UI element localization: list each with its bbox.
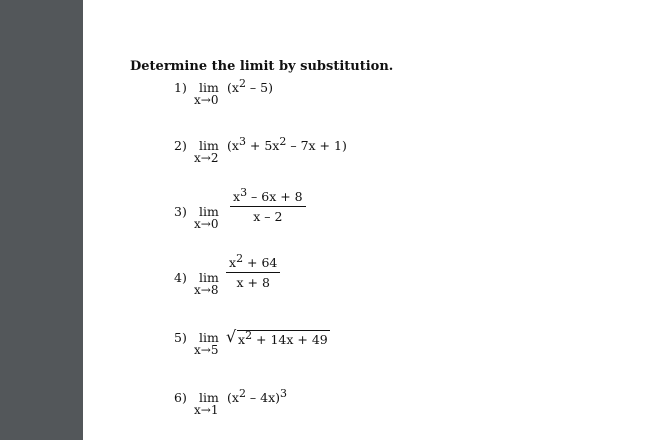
- problem-number: 1): [174, 80, 187, 95]
- limit-approach: x→2: [194, 151, 219, 165]
- limit-approach: x→0: [194, 93, 219, 107]
- limit-approach: x→8: [194, 283, 219, 297]
- fraction-numerator: $x^2 + 64$: [229, 252, 278, 270]
- radical-sign: √: [226, 327, 237, 346]
- instruction-heading: Determine the limit by substitution.: [130, 59, 394, 74]
- limit-operator: lim: [199, 330, 219, 345]
- radicand: $x^2 + 14x + 49$: [238, 329, 328, 347]
- viewer-sidebar: [0, 0, 83, 440]
- limit-expression: $(x^3 + 5x^2 - 7x + 1)$: [227, 135, 347, 153]
- problem-number: 4): [174, 270, 187, 285]
- limit-operator: lim: [199, 80, 219, 95]
- limit-approach: x→5: [194, 343, 219, 357]
- problem-number: 2): [174, 138, 187, 153]
- limit-operator: lim: [199, 270, 219, 285]
- fraction-denominator: x + 8: [236, 275, 270, 290]
- fraction: [226, 252, 280, 290]
- limit-expression: $(x^2 - 4x)^3$: [227, 387, 288, 405]
- fraction: [230, 186, 306, 224]
- problem-number: 5): [174, 330, 187, 345]
- limit-approach: x→1: [194, 403, 219, 417]
- limit-operator: lim: [199, 138, 219, 153]
- limit-operator: lim: [199, 390, 219, 405]
- fraction-denominator: x – 2: [253, 209, 283, 224]
- fraction-numerator: $x^3 - 6x + 8$: [233, 186, 303, 204]
- problem-number: 3): [174, 204, 187, 219]
- problem-number: 6): [174, 390, 187, 405]
- limit-approach: x→0: [194, 217, 219, 231]
- limit-expression: $(x^2 - 5)$: [227, 77, 273, 95]
- limit-operator: lim: [199, 204, 219, 219]
